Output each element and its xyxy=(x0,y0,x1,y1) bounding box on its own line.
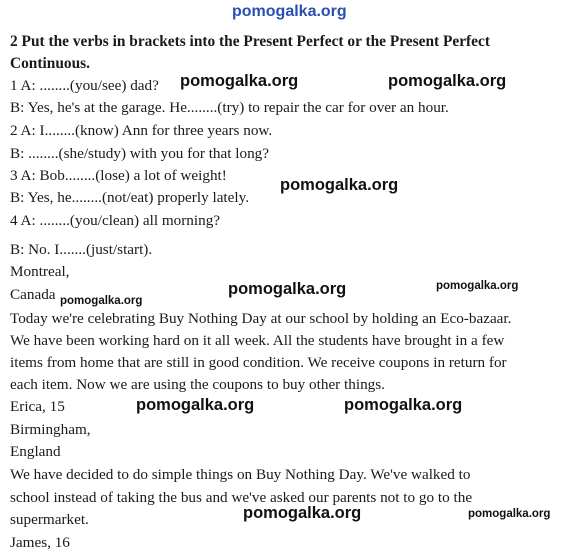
letter1-body-line: each item. Now we are using the coupons to buy other things. xyxy=(10,376,385,393)
letter1-body-line: We have been working hard on it all week. All the students have brought in a few xyxy=(10,332,505,349)
watermark: pomogalka.org xyxy=(243,504,362,522)
watermark: pomogalka.org xyxy=(136,396,255,414)
exercise-heading-line1: 2 Put the verbs in brackets into the Present Perfect or the Present Perfect xyxy=(10,33,490,50)
letter1-city: Montreal, xyxy=(10,263,70,280)
watermark: pomogalka.org xyxy=(436,280,519,292)
exercise-line: 2 A: I........(know) Ann for three years now. xyxy=(10,122,273,139)
watermark: pomogalka.org xyxy=(180,72,299,90)
watermark: pomogalka.org xyxy=(60,295,143,307)
exercise-line: B: ........(she/study) with you for that long? xyxy=(10,145,270,162)
letter1-body-line: items from home that are still in good condition. We receive coupons in return for xyxy=(10,354,507,371)
letter2-body-line: supermarket. xyxy=(10,511,89,528)
letter2-body-line: school instead of taking the bus and we've asked our parents not to go to the xyxy=(10,489,473,506)
letter2-signature: James, 16 xyxy=(10,534,70,551)
exercise-line: B: Yes, he........(not/eat) properly lately. xyxy=(10,189,250,206)
watermark: pomogalka.org xyxy=(388,72,507,90)
letter2-city: Birmingham, xyxy=(10,421,91,438)
watermark: pomogalka.org xyxy=(344,396,463,414)
letter2-country: England xyxy=(10,443,61,460)
exercise-line: 1 A: ........(you/see) dad? xyxy=(10,77,159,94)
exercise-line: 4 A: ........(you/clean) all morning? xyxy=(10,212,221,229)
watermark: pomogalka.org xyxy=(468,508,551,520)
exercise-line: B: No. I.......(just/start). xyxy=(10,241,153,258)
exercise-heading-line2: Continuous. xyxy=(10,55,90,72)
watermark: pomogalka.org xyxy=(228,280,347,298)
letter1-body-line: Today we're celebrating Buy Nothing Day at our school by holding an Eco-bazaar. xyxy=(10,310,512,327)
letter1-country: Canada xyxy=(10,286,56,303)
letter1-signature: Erica, 15 xyxy=(10,398,65,415)
watermark-top: pomogalka.org xyxy=(232,3,347,20)
letter2-body-line: We have decided to do simple things on Buy Nothing Day. We've walked to xyxy=(10,466,471,483)
exercise-line: 3 A: Bob........(lose) a lot of weight! xyxy=(10,167,227,184)
watermark: pomogalka.org xyxy=(280,176,399,194)
exercise-line: B: Yes, he's at the garage. He........(try) to repair the car for over an hour. xyxy=(10,99,449,116)
